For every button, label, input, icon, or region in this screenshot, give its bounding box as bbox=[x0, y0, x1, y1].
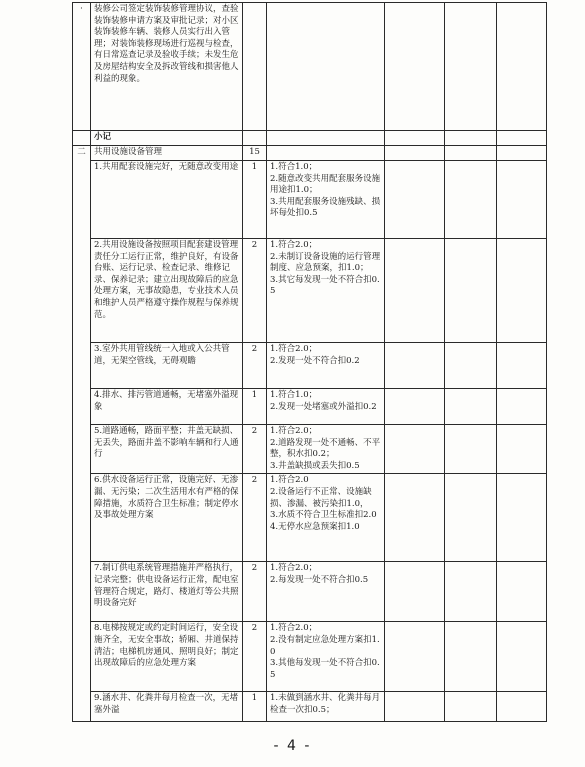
item-score: 1 bbox=[243, 692, 267, 722]
empty-cell bbox=[267, 146, 385, 161]
empty-cell bbox=[497, 562, 547, 622]
item-criteria: 1.符合2.0； 2.未制订设备设施的运行管理制度、应急预案，扣1.0； 3.其它每发现一处不符合扣0.5 bbox=[267, 239, 385, 343]
empty-cell bbox=[445, 425, 497, 474]
table-row bbox=[73, 692, 547, 722]
empty-cell bbox=[445, 131, 497, 146]
section-index: 二 bbox=[73, 146, 91, 722]
item-content: 4.排水、排污管道通畅，无堵塞外溢现象 bbox=[91, 389, 243, 425]
item-content: 6.供水设备运行正常，设施完好、无渗漏、无污染；二次生活用水有严格的保障措施，水质符合卫生标准；制定停水及事故处理方案 bbox=[91, 474, 243, 562]
page-number: - 4 - bbox=[273, 738, 312, 754]
table-row-subtotal bbox=[73, 131, 547, 146]
table-row bbox=[73, 622, 547, 692]
table-row bbox=[73, 161, 547, 239]
table-row-section-header bbox=[73, 146, 547, 161]
item-content: 9.涵水井、化粪井每月检查一次，无堵塞外溢 bbox=[91, 692, 243, 722]
section-score: 15 bbox=[243, 146, 267, 161]
item-criteria: 1.符合2.0； 2.每发现一处不符合扣0.5 bbox=[267, 562, 385, 622]
item-score: 2 bbox=[243, 425, 267, 474]
empty-cell bbox=[497, 474, 547, 562]
item-content: 7.制订供电系统管理措施并严格执行，记录完整；供电设备运行正常，配电室管理符合规定，路灯、楼道灯等公共照明设备完好 bbox=[91, 562, 243, 622]
item-criteria: 1.符合2.0； 2.发现一处不符合扣0.2 bbox=[267, 343, 385, 389]
table-row bbox=[73, 343, 547, 389]
item-criteria: 1.未做到涵水井、化粪井每月检查一次扣0.5； bbox=[267, 692, 385, 722]
table-row bbox=[73, 389, 547, 425]
table-row bbox=[73, 474, 547, 562]
item-score: 2 bbox=[243, 239, 267, 343]
empty-cell bbox=[267, 131, 385, 146]
criteria-cell bbox=[267, 3, 385, 131]
item-content: 3.室外共用管线统一入地或入公共管道，无架空管线，无碍观瞻 bbox=[91, 343, 243, 389]
empty-cell bbox=[385, 425, 445, 474]
item-criteria: 1.符合1.0； 2.发现一处堵塞或外溢扣0.2 bbox=[267, 389, 385, 425]
empty-cell bbox=[497, 692, 547, 722]
empty-cell bbox=[445, 3, 497, 131]
empty-cell bbox=[497, 239, 547, 343]
empty-cell bbox=[385, 692, 445, 722]
empty-cell bbox=[445, 622, 497, 692]
empty-cell bbox=[385, 3, 445, 131]
empty-cell bbox=[445, 692, 497, 722]
row-index: · bbox=[73, 3, 91, 131]
item-criteria: 1.符合2.0； 2.没有制定应急处理方案扣1.0 3.其他每发现一处不符合扣0.5 bbox=[267, 622, 385, 692]
item-content: 8.电梯按规定或约定时间运行，安全设施齐全，无安全事故；轿厢、井道保持清洁；电梯机房通风、照明良好；制定出现故障后的应急处理方案 bbox=[91, 622, 243, 692]
empty-cell bbox=[497, 131, 547, 146]
empty-cell bbox=[445, 239, 497, 343]
empty-cell bbox=[385, 343, 445, 389]
empty-cell bbox=[497, 146, 547, 161]
table-row-top bbox=[73, 3, 547, 131]
item-score: 1 bbox=[243, 389, 267, 425]
item-content: 1.共用配套设施完好，无随意改变用途 bbox=[91, 161, 243, 239]
item-score: 2 bbox=[243, 474, 267, 562]
table-row bbox=[73, 562, 547, 622]
empty-cell bbox=[385, 146, 445, 161]
empty-cell bbox=[497, 622, 547, 692]
item-score: 2 bbox=[243, 622, 267, 692]
assessment-table bbox=[72, 2, 547, 722]
empty-cell bbox=[385, 131, 445, 146]
table-row bbox=[73, 425, 547, 474]
item-criteria: 1.符合2.0 2.设备运行不正常、设施缺损、渗漏、被污染扣1.0， 3.水质不符合卫生标准扣2.0 4.无停水应急预案扣1.0 bbox=[267, 474, 385, 562]
empty-cell bbox=[385, 474, 445, 562]
table-row bbox=[73, 239, 547, 343]
empty-cell bbox=[497, 161, 547, 239]
empty-cell bbox=[385, 622, 445, 692]
empty-cell bbox=[385, 389, 445, 425]
item-score: 2 bbox=[243, 343, 267, 389]
empty-cell bbox=[445, 146, 497, 161]
empty-cell bbox=[445, 389, 497, 425]
empty-cell bbox=[497, 389, 547, 425]
empty-cell bbox=[497, 343, 547, 389]
empty-cell bbox=[445, 161, 497, 239]
item-content: 装修公司签定装饰装修管理协议，查验装饰装修申请方案及审批记录；对小区装饰装修车辆、装修人员实行出入管理；对装饰装修现场进行巡视与检查，有日常巡查记录及验收手续；未发生危及房屋结构安全及拆改管线和损害他人利益的现象。 bbox=[91, 3, 243, 131]
empty-cell bbox=[445, 474, 497, 562]
item-content: 2.共用设施设备按照项目配套建设管理责任分工运行正常，维护良好，有设备台账、运行记录、检查记录、维修记录、保养记录；建立出现故障后的应急处理方案，无事故隐患，专业技术人员和维护人员严格遵守操作规程与保养规范。 bbox=[91, 239, 243, 343]
item-content: 5.道路通畅，路面平整；井盖无缺损、无丢失，路面井盖不影响车辆和行人通行 bbox=[91, 425, 243, 474]
item-criteria: 1.符合2.0； 2.道路发现一处不通畅、不平整，积水扣0.2； 3.井盖缺损或丢失扣0.5 bbox=[267, 425, 385, 474]
item-criteria: 1.符合1.0； 2.随意改变共用配套服务设施用途扣1.0； 3.共用配套服务设施残缺、损坏每处扣0.5 bbox=[267, 161, 385, 239]
item-score: 2 bbox=[243, 562, 267, 622]
empty-cell bbox=[385, 562, 445, 622]
score-cell bbox=[243, 3, 267, 131]
empty-cell bbox=[73, 131, 91, 146]
empty-cell bbox=[497, 425, 547, 474]
empty-cell bbox=[445, 343, 497, 389]
empty-cell bbox=[445, 562, 497, 622]
section-title: 共用设施设备管理 bbox=[91, 146, 243, 161]
item-score: 1 bbox=[243, 161, 267, 239]
empty-cell bbox=[385, 239, 445, 343]
empty-cell bbox=[497, 3, 547, 131]
empty-cell bbox=[385, 161, 445, 239]
empty-cell bbox=[243, 131, 267, 146]
subtotal-label: 小记 bbox=[91, 131, 243, 146]
